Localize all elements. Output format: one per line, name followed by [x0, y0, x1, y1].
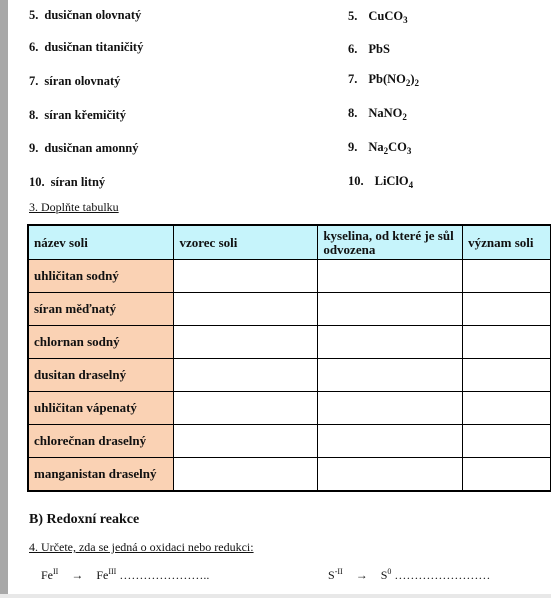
- use-cell[interactable]: [463, 392, 551, 425]
- salt-name-text: síran křemičitý: [44, 108, 126, 122]
- salt-name-cell: síran měďnatý: [28, 293, 174, 326]
- item-number: 10.: [29, 175, 45, 189]
- header-parent-acid: kyselina, od které je sůl odvozena: [318, 225, 463, 260]
- acid-cell[interactable]: [318, 260, 463, 293]
- salt-name-cell: uhličitan sodný: [28, 260, 174, 293]
- acid-cell[interactable]: [318, 425, 463, 458]
- salt-formula-item: [348, 106, 407, 122]
- item-number: 8.: [348, 106, 358, 120]
- acid-cell[interactable]: [318, 458, 463, 492]
- formula-subscript: 3: [406, 146, 412, 156]
- item-number: 7.: [29, 74, 39, 88]
- formula-cell[interactable]: [174, 293, 318, 326]
- formula-text: Na: [368, 140, 384, 154]
- table-row: [28, 425, 551, 458]
- table-header-row: [28, 225, 551, 260]
- formula-cell[interactable]: [174, 425, 318, 458]
- header-salt-name: název soli: [28, 225, 174, 260]
- eq1-answer-blank[interactable]: …………………..: [119, 568, 210, 582]
- salt-name-item: [29, 40, 143, 55]
- acid-cell[interactable]: [318, 326, 463, 359]
- task-3-heading: 3. Doplňte tabulku: [29, 200, 119, 214]
- table-row: [28, 359, 551, 392]
- use-cell[interactable]: [463, 293, 551, 326]
- use-cell[interactable]: [463, 458, 551, 492]
- salt-name-cell: chlorečnan draselný: [28, 425, 174, 458]
- item-number: 6.: [348, 42, 358, 56]
- table-row: [28, 326, 551, 359]
- use-cell[interactable]: [463, 425, 551, 458]
- salt-formula-item: [348, 72, 419, 88]
- salt-name-item: [29, 175, 105, 190]
- eq1-lhs: Fe: [41, 568, 53, 582]
- salt-name-item: [29, 141, 139, 156]
- use-cell[interactable]: [463, 260, 551, 293]
- salt-name-text: dusičnan olovnatý: [44, 8, 142, 22]
- use-cell[interactable]: [463, 359, 551, 392]
- eq1-rhs: Fe: [96, 568, 109, 582]
- eq2-arrow-icon: →: [355, 568, 368, 582]
- eq2-lhs: S: [328, 568, 335, 582]
- item-number: 8.: [29, 108, 39, 122]
- formula-text: PbS: [368, 42, 390, 56]
- salt-formula-item: [348, 42, 390, 57]
- salt-name-cell: dusitan draselný: [28, 359, 174, 392]
- salt-name-item: [29, 108, 126, 123]
- salt-name-text: síran litný: [50, 175, 106, 189]
- item-number: 7.: [348, 72, 358, 86]
- eq2-rhs: S: [380, 568, 388, 582]
- salt-name-cell: chlornan sodný: [28, 326, 174, 359]
- item-number: 5.: [348, 9, 358, 23]
- page-bottom-edge: [0, 594, 551, 598]
- formula-text: CuCO: [368, 9, 404, 23]
- formula-text: ): [410, 72, 415, 86]
- formula-text: Pb(NO: [368, 72, 406, 86]
- formula-text: LiClO: [374, 174, 409, 188]
- formula-cell[interactable]: [174, 392, 318, 425]
- formula-text: NaNO: [368, 106, 403, 120]
- salt-formula-item: [348, 9, 408, 25]
- equation-sulfur: [328, 567, 490, 583]
- acid-cell[interactable]: [318, 359, 463, 392]
- salt-name-item: [29, 74, 120, 89]
- use-cell[interactable]: [463, 326, 551, 359]
- acid-cell[interactable]: [318, 392, 463, 425]
- salt-name-text: dusičnan titaničitý: [44, 40, 144, 54]
- formula-subscript: 2: [405, 78, 411, 88]
- section-b-title: B) Redoxní reakce: [29, 512, 140, 527]
- table-row: [28, 458, 551, 492]
- eq1-lhs-ox: II: [53, 567, 59, 576]
- salt-name-item: [29, 8, 141, 23]
- acid-cell[interactable]: [318, 293, 463, 326]
- header-salt-formula: vzorec soli: [174, 225, 318, 260]
- salt-name-cell: manganistan draselný: [28, 458, 174, 492]
- page-edge-shadow: [0, 0, 8, 598]
- formula-subscript: 2: [383, 146, 389, 156]
- item-number: 6.: [29, 40, 39, 54]
- item-number: 9.: [29, 141, 39, 155]
- formula-text: CO: [388, 140, 407, 154]
- item-number: 10.: [348, 174, 364, 188]
- salt-name-text: dusičnan amonný: [44, 141, 139, 155]
- formula-subscript: 2: [414, 78, 420, 88]
- eq2-rhs-ox: 0: [387, 567, 392, 576]
- salt-name-cell: uhličitan vápenatý: [28, 392, 174, 425]
- formula-cell[interactable]: [174, 326, 318, 359]
- salt-name-text: síran olovnatý: [44, 74, 121, 88]
- formula-cell[interactable]: [174, 260, 318, 293]
- salt-formula-item: [348, 174, 413, 190]
- table-row: [28, 260, 551, 293]
- eq2-answer-blank[interactable]: ……………………: [394, 568, 491, 582]
- header-salt-use: význam soli: [463, 225, 551, 260]
- item-number: 9.: [348, 140, 358, 154]
- formula-cell[interactable]: [174, 458, 318, 492]
- item-number: 5.: [29, 8, 39, 22]
- table-row: [28, 392, 551, 425]
- formula-subscript: 4: [408, 180, 414, 190]
- task-4-heading: 4. Určete, zda se jedná o oxidaci nebo redukci:: [29, 540, 254, 554]
- eq2-lhs-ox: -II: [334, 567, 343, 576]
- salt-formula-item: [348, 140, 411, 156]
- table-row: [28, 293, 551, 326]
- formula-subscript: 3: [403, 15, 408, 25]
- formula-cell[interactable]: [174, 359, 318, 392]
- formula-subscript: 2: [402, 112, 407, 122]
- eq1-rhs-ox: III: [108, 567, 117, 576]
- equation-iron: [41, 567, 209, 583]
- eq1-arrow-icon: →: [71, 568, 84, 582]
- salts-table: [27, 224, 551, 492]
